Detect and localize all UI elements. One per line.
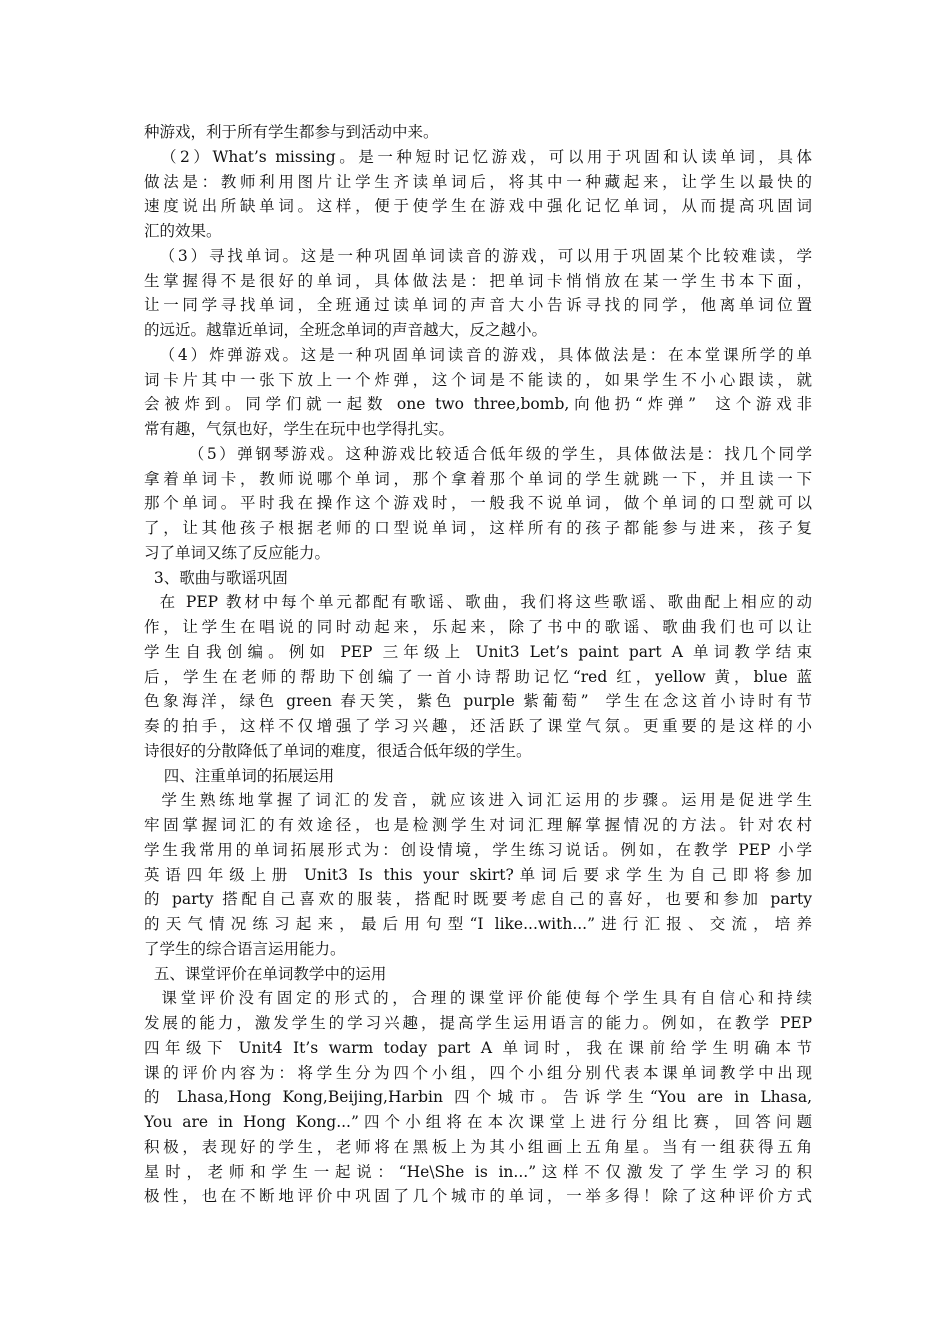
text-line: 英语四年级上册 Unit3 Is this your skirt?单词后要求学生为自己即将参加: [144, 865, 812, 884]
text-line: 汇的效果。: [144, 222, 222, 240]
text-line: 色象海洋，绿色 green 春天笑，紫色 purple 紫葡萄” 学生在念这首小诗时有节: [144, 692, 812, 711]
text-line: 3、歌曲与歌谣巩固: [144, 568, 288, 587]
text-line: 奏的拍手，这样不仅增强了学习兴趣，还活跃了课堂气氛。更重要的是这样的小: [144, 717, 812, 735]
text-line: 课的评价内容为：将学生分为四个小组，四个小组分别代表本课单词教学中出现: [144, 1063, 812, 1082]
text-line: 星时，老师和学生一起说：“He\She is in...”这样不仅激发了学生学习的积: [144, 1162, 812, 1181]
text-line: 拿着单词卡，教师说哪个单词，那个拿着那个单词的学生就跳一下，并且读一下: [144, 469, 812, 488]
text-line: 的天气情况练习起来，最后用句型“I like...with...”进行汇报、交流，培养: [144, 915, 812, 933]
text-line: （4）炸弹游戏。这是一种巩固单词读音的游戏，具体做法是：在本堂课所学的单: [144, 345, 812, 364]
text-line: 发展的能力，激发学生的学习兴趣，提高学生运用语言的能力。例如，在教学 PEP: [144, 1014, 812, 1032]
text-line: 极性，也在不断地评价中巩固了几个城市的单词，一举多得！除了这种评价方式: [144, 1187, 812, 1206]
text-line: 作，让学生在唱说的同时动起来，乐起来，除了书中的歌谣、歌曲我们也可以让: [144, 618, 812, 636]
text-line: 种游戏，利于所有学生都参与到活动中来。: [144, 123, 439, 141]
text-line: 会被炸到。同学们就一起数 one two three,bomb,向他扔“炸弹” 这个游戏非: [144, 395, 812, 414]
text-line: 让一同学寻找单词，全班通过读单词的声音大小告诉寻找的同学，他离单词位置: [144, 296, 812, 315]
text-line: 的 party 搭配自己喜欢的服装，搭配时既要考虑自己的喜好，也要和参加 party: [144, 890, 812, 909]
text-line: 做法是：教师利用图片让学生齐读单词后，将其中一种藏起来，让学生以最快的: [144, 172, 812, 191]
text-line: You are in Hong Kong...”四个小组将在本次课堂上进行分组比赛，回答问题: [144, 1113, 812, 1131]
text-line: 速度说出所缺单词。这样，便于使学生在游戏中强化记忆单词，从而提高巩固词: [144, 197, 812, 216]
text-line: 的 Lhasa,Hong Kong,Beijing,Harbin 四个城市。告诉学生“You are in Lhasa,: [144, 1088, 812, 1107]
text-line: 了学生的综合语言运用能力。: [144, 939, 346, 958]
text-line: 积极，表现好的学生，老师将在黑板上为其小组画上五角星。当有一组获得五角: [144, 1137, 812, 1156]
text-line: 四、注重单词的拓展运用: [144, 766, 335, 785]
text-line: 了，让其他孩子根据老师的口型说单词，这样所有的孩子都能参与进来，孩子复: [144, 519, 812, 537]
text-line: 四年级下 Unit4 It’s warm today part A 单词时，我在课前给学生明确本节: [144, 1038, 812, 1057]
text-line: 诗很好的分散降低了单词的难度，很适合低年级的学生。: [144, 741, 532, 760]
text-line: 后，学生在老师的帮助下创编了一首小诗帮助记忆“red 红，yellow 黄，blue 蓝: [144, 667, 812, 686]
text-line: 学生熟练地掌握了词汇的发音，就应该进入词汇运用的步骤。运用是促进学生: [144, 791, 812, 810]
text-line: 的远近。越靠近单词，全班念单词的声音越大，反之越小。: [144, 321, 548, 339]
text-line: 在 PEP 教材中每个单元都配有歌谣、歌曲，我们将这些歌谣、歌曲配上相应的动: [144, 593, 812, 612]
text-line: 五、课堂评价在单词教学中的运用: [144, 964, 387, 983]
text-line: 常有趣，气氛也好，学生在玩中也学得扎实。: [144, 420, 455, 438]
text-line: （2）What’s missing。是一种短时记忆游戏，可以用于巩固和认读单词，具体: [144, 147, 812, 166]
text-line: 学生自我创编。例如 PEP 三年级上 Unit3 Let’s paint part A 单词教学结束: [144, 642, 812, 661]
text-line: 那个单词。平时我在操作这个游戏时，一般我不说单词，做个单词的口型就可以: [144, 494, 812, 513]
text-line: 学生我常用的单词拓展形式为：创设情境，学生练习说话。例如，在教学 PEP 小学: [144, 840, 812, 859]
text-line: 牢固掌握词汇的有效途径，也是检测学生对词汇理解掌握情况的方法。针对农村: [144, 816, 812, 834]
text-line: 课堂评价没有固定的形式的，合理的课堂评价能使每个学生具有自信心和持续: [144, 989, 812, 1008]
text-line: （3）寻找单词。这是一种巩固单词读音的游戏，可以用于巩固某个比较难读，学: [144, 246, 812, 265]
text-line: 生掌握得不是很好的单词，具体做法是：把单词卡悄悄放在某一学生书本下面，: [144, 271, 812, 290]
document-body: [144, 120, 812, 1209]
text-line: 词卡片其中一张下放上一个炸弹，这个词是不能读的，如果学生不小心跟读，就: [144, 370, 812, 389]
text-line: 习了单词又练了反应能力。: [144, 543, 331, 562]
text-line: （5）弹钢琴游戏。这种游戏比较适合低年级的学生，具体做法是：找几个同学: [144, 444, 812, 463]
